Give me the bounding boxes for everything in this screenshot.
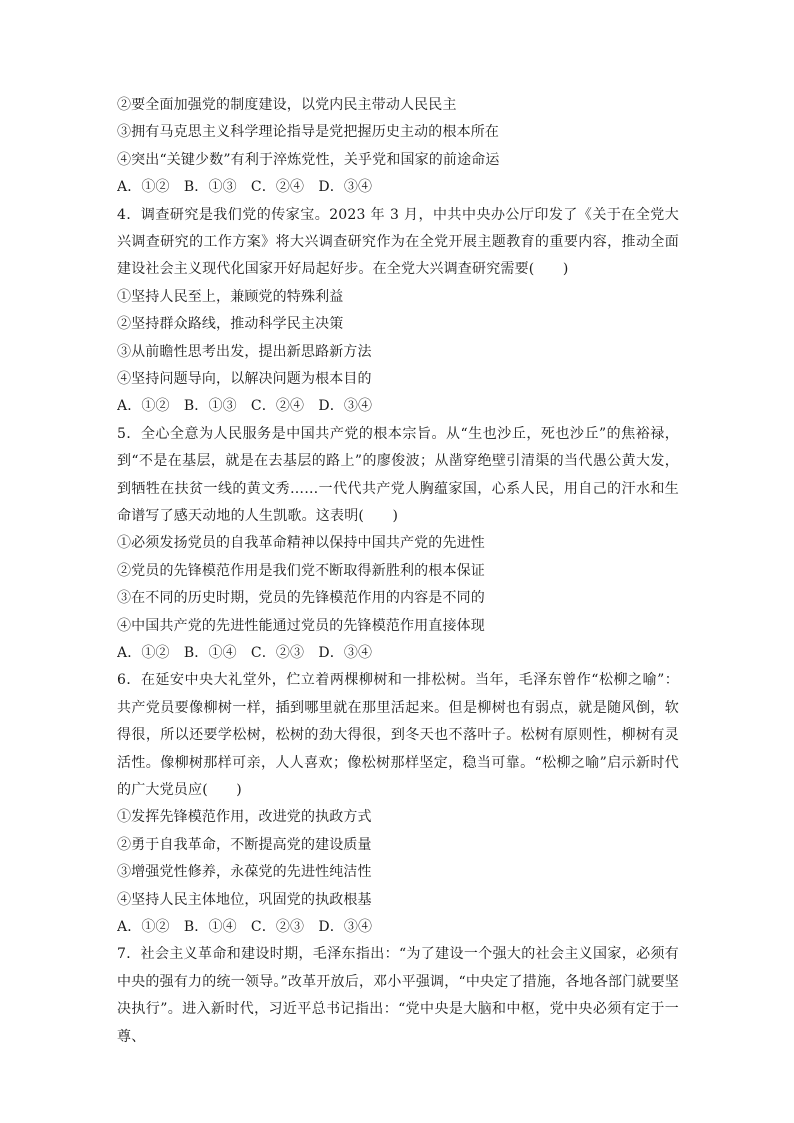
q6-option-3: ③增强党性修养，永葆党的先进性纯洁性	[117, 864, 372, 881]
q6-option-1: ①发挥先锋模范作用，改进党的执政方式	[117, 809, 372, 826]
q6-option-2: ②勇于自我革命，不断提高党的建设质量	[117, 836, 372, 853]
q6-option-4: ④坚持人民主体地位，巩固党的执政根基	[117, 891, 372, 908]
q5-stem: 5．全心全意为人民服务是中国共产党的根本宗旨。从“生也沙丘，死也沙丘”的焦裕禄，到“不是在基层，就是在去基层的路上”的廖俊波；从凿穿绝壁引清渠的当代愚公黄大发，到牺牲在扶贫一线的黄文秀……一代代共产党人胸蕴家国，心系人民，用自己的汗水和生命谱写了感天动地的人生凯歌。这表明( )	[117, 425, 679, 524]
q3-answer-choices: A．①② B．①③ C．②④ D．③④	[117, 179, 373, 196]
q4-option-4: ④坚持问题导向，以解决问题为根本目的	[117, 370, 372, 387]
q6-answer-choices: A．①② B．①④ C．②③ D．③④	[117, 918, 373, 935]
q5-option-4: ④中国共产党的先进性能通过党员的先锋模范作用直接体现	[117, 617, 485, 634]
q5-option-2: ②党员的先锋模范作用是我们党不断取得新胜利的根本保证	[117, 562, 485, 579]
q4-answer-choices: A．①② B．①③ C．②④ D．③④	[117, 398, 373, 415]
q5-answer-choices: A．①② B．①④ C．②③ D．③④	[117, 644, 373, 661]
q3-option-3: ③拥有马克思主义科学理论指导是党把握历史主动的根本所在	[117, 124, 500, 141]
q4-option-1: ①坚持人民至上，兼顾党的特殊利益	[117, 288, 344, 305]
q6-stem: 6．在延安中央大礼堂外，伫立着两棵柳树和一排松树。当年，毛泽东曾作“松柳之喻”：共产党员要像柳树一样，插到哪里就在那里活起来。但是柳树也有弱点，就是随风倒，软得很，所以还要学松树，松树的劲大得很，到冬天也不落叶子。松树有原则性，柳树有灵活性。像柳树那样可亲，人人喜欢；像松树那样坚定，稳当可靠。“松柳之喻”启示新时代的广大党员应( )	[117, 672, 679, 798]
q7-stem: 7．社会主义革命和建设时期，毛泽东指出：“为了建设一个强大的社会主义国家，必须有中央的强有力的统一领导。”改革开放后，邓小平强调，“中央定了措施，各地各部门就要坚决执行”。进入新时代，习近平总书记指出：“党中央是大脑和中枢，党中央必须有定于一尊、	[117, 946, 679, 1045]
q4-option-3: ③从前瞻性思考出发，提出新思路新方法	[117, 343, 372, 360]
q4-option-2: ②坚持群众路线，推动科学民主决策	[117, 316, 344, 333]
q5-option-3: ③在不同的历史时期，党员的先锋模范作用的内容是不同的	[117, 590, 485, 607]
q3-option-4: ④突出“关键少数”有利于淬炼党性，关乎党和国家的前途命运	[117, 151, 500, 168]
document-page	[117, 92, 679, 1051]
q3-option-2: ②要全面加强党的制度建设，以党内民主带动人民民主	[117, 97, 457, 113]
q4-stem: 4．调查研究是我们党的传家宝。2023 年 3 月，中共中央办公厅印发了《关于在全党大兴调查研究的工作方案》将大兴调查研究作为在全党开展主题教育的重要内容，推动全面建设社会主义现代化国家开好局起好步。在全党大兴调查研究需要( )	[117, 206, 679, 278]
q5-option-1: ①必须发扬党员的自我革命精神以保持中国共产党的先进性	[117, 535, 485, 552]
